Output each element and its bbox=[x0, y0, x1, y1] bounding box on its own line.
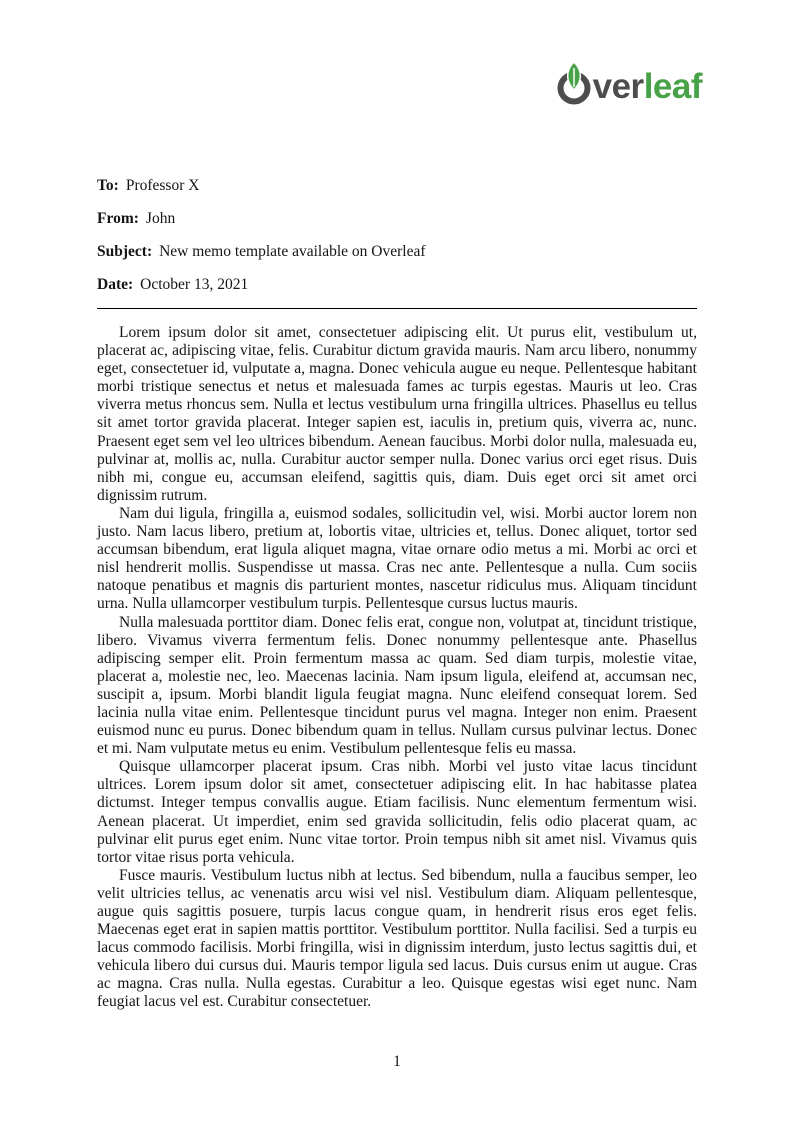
from-label: From: bbox=[97, 210, 139, 227]
body-paragraph: Fusce mauris. Vestibulum luctus nibh at lectus. Sed bibendum, nulla a faucibus semper, leo velit ultricies tellus, ac venenatis arcu wisi vel nisl. Vestibulum diam. Aliquam pellentesque, augue quis sagittis posuere, turpis lacus congue quam, in hendrerit risus eros eget felis. Maecenas eget erat in sapien mattis porttitor. Vestibulum porttitor. Nulla facilisi. Sed a turpis eu lacus commodo facilisis. Morbi fringilla, wisi in dignissim interdum, justo lectus sagittis dui, et vehicula libero dui cursus dui. Mauris tempor ligula sed lacus. Duis cursus enim ut augue. Cras ac magna. Cras nulla. Nulla egestas. Curabitur a leo. Quisque egestas wisi eget nunc. Nam feugiat lacus vel est. Curabitur consectetuer. bbox=[97, 866, 697, 1011]
memo-field-to bbox=[97, 176, 697, 195]
logo-text-ver: ver bbox=[592, 67, 644, 106]
overleaf-logo bbox=[556, 60, 702, 104]
from-value: John bbox=[145, 210, 176, 227]
memo-field-subject bbox=[97, 242, 697, 261]
to-label: To: bbox=[97, 177, 119, 194]
date-value: October 13, 2021 bbox=[140, 276, 249, 293]
date-label: Date: bbox=[97, 276, 134, 293]
body-paragraph: Nam dui ligula, fringilla a, euismod sodales, sollicitudin vel, wisi. Morbi auctor lorem non justo. Nam lacus libero, pretium at, lobortis vitae, ultricies et, tellus. Donec aliquet, tortor sed accumsan bibendum, erat ligula aliquet magna, vitae ornare odio metus a mi. Morbi ac orci et nisl hendrerit mollis. Suspendisse ut massa. Cras nec ante. Pellentesque a nulla. Cum sociis natoque penatibus et magnis dis parturient montes, nascetur ridiculus mus. Aliquam tincidunt urna. Nulla ullamcorper vestibulum turpis. Pellentesque cursus luctus mauris. bbox=[97, 504, 697, 613]
logo-letter-o bbox=[556, 60, 592, 104]
to-value: Professor X bbox=[125, 177, 200, 194]
memo-field-from bbox=[97, 209, 697, 228]
body-paragraph: Nulla malesuada porttitor diam. Donec felis erat, congue non, volutpat at, tincidunt tristique, libero. Vivamus viverra fermentum felis. Donec nonummy pellentesque ante. Phasellus adipiscing semper elit. Proin fermentum massa ac quam. Sed diam turpis, molestie vitae, placerat a, molestie nec, leo. Maecenas lacinia. Nam ipsum ligula, eleifend at, accumsan nec, suscipit a, ipsum. Morbi blandit ligula feugiat magna. Nunc eleifend consequat lorem. Sed lacinia nulla vitae enim. Pellentesque tincidunt purus vel magna. Integer non enim. Praesent euismod nunc eu purus. Donec bibendum quam in tellus. Nullam cursus pulvinar lectus. Donec et mi. Nam vulputate metus eu enim. Vestibulum pellentesque felis eu massa. bbox=[97, 613, 697, 758]
overleaf-leaf-icon bbox=[556, 60, 592, 106]
subject-label: Subject: bbox=[97, 243, 153, 260]
memo-field-date bbox=[97, 275, 697, 294]
page-number: 1 bbox=[393, 1053, 401, 1070]
subject-value: New memo template available on Overleaf bbox=[159, 243, 426, 260]
divider-rule bbox=[97, 308, 697, 309]
memo-body bbox=[97, 324, 697, 1012]
body-paragraph: Lorem ipsum dolor sit amet, consectetuer adipiscing elit. Ut purus elit, vestibulum ut, placerat ac, adipiscing vitae, felis. Curabitur dictum gravida mauris. Nam arcu libero, nonummy eget, consectetuer id, vulputate a, magna. Donec vehicula augue eu neque. Pellentesque habitant morbi tristique senectus et netus et malesuada fames ac turpis egestas. Mauris ut leo. Cras viverra metus rhoncus sem. Nulla et lectus vestibulum urna fringilla ultrices. Phasellus eu tellus sit amet tortor gravida placerat. Integer sapien est, iaculis in, pretium quis, viverra ac, nunc. Praesent eget sem vel leo ultrices bibendum. Aenean faucibus. Morbi dolor nulla, malesuada eu, pulvinar at, mollis ac, nulla. Curabitur auctor semper nulla. Donec varius orci eget risus. Duis nibh mi, congue eu, accumsan eleifend, sagittis quis, diam. Duis eget orci sit amet orci dignissim rutrum. bbox=[97, 324, 697, 504]
logo-text-leaf: leaf bbox=[643, 67, 702, 106]
body-paragraph: Quisque ullamcorper placerat ipsum. Cras nibh. Morbi vel justo vitae lacus tincidunt ultrices. Lorem ipsum dolor sit amet, consectetuer adipiscing elit. In hac habitasse platea dictumst. Integer tempus convallis augue. Etiam facilisis. Nunc elementum fermentum wisi. Aenean placerat. Ut imperdiet, enim sed gravida sollicitudin, felis odio placerat quam, ac pulvinar elit purus eget enim. Nunc vitae tortor. Proin tempus nibh sit amet nisl. Vivamus quis tortor vitae risus porta vehicula. bbox=[97, 758, 697, 866]
memo-header bbox=[97, 0, 697, 294]
